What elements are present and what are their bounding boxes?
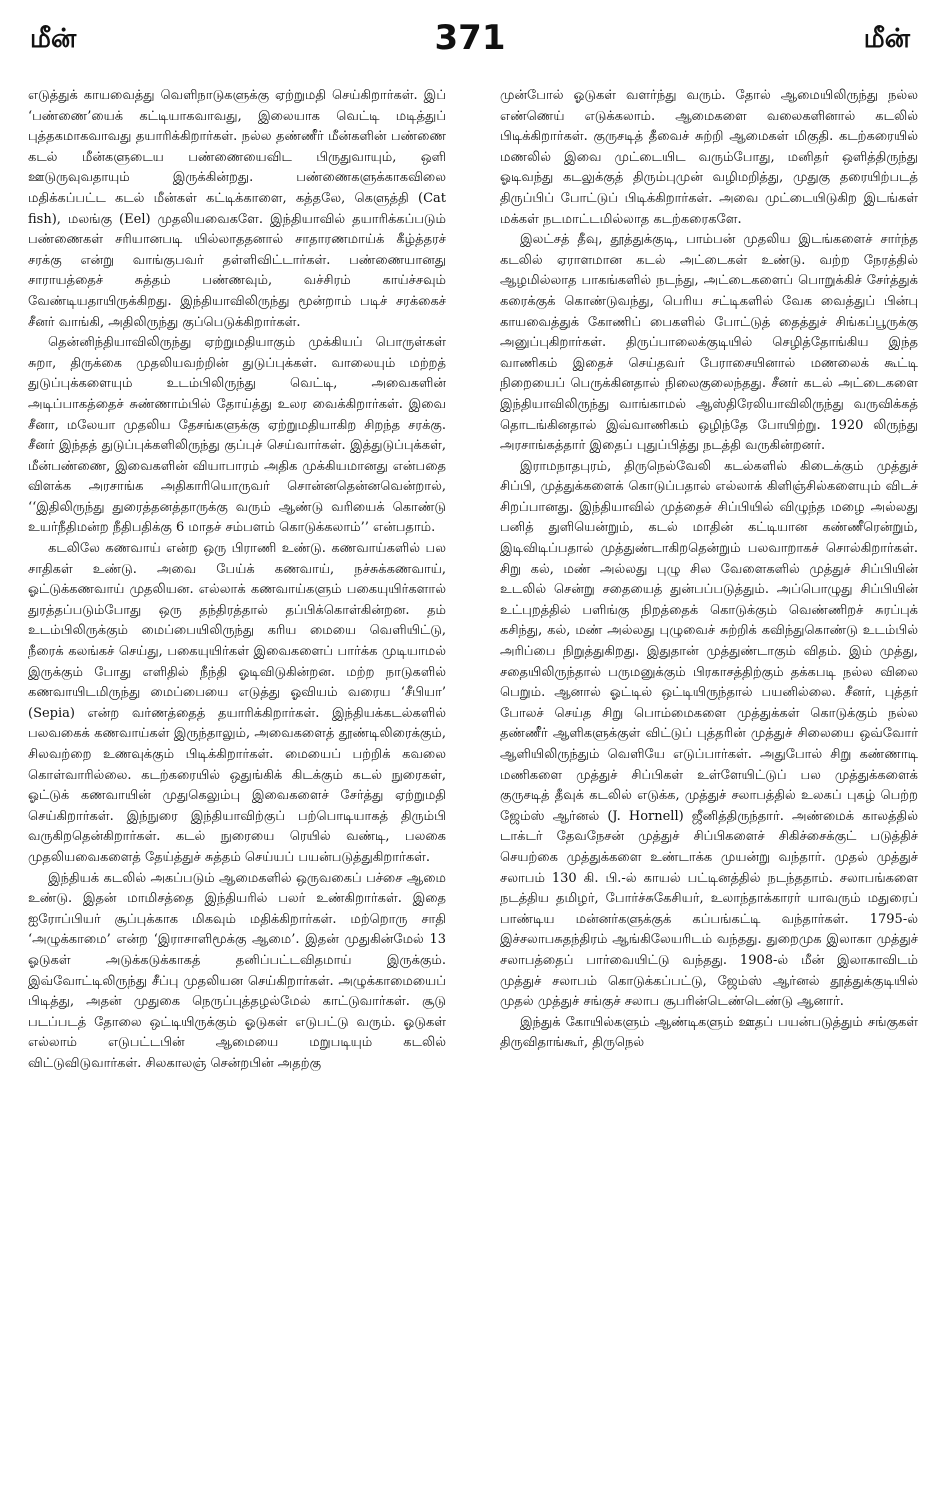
page-header	[0, 0, 940, 80]
header-right-word: மீன்	[863, 24, 910, 54]
left-paragraph-3: கடலிலே கணவாய் என்ற ஒரு பிராணி உண்டு. கணவாய்களில் பல சாதிகள் உண்டு. அவை பேய்க் கணவாய், நச்சுக்கணவாய், ஓட்டுக்கணவாய் முதலியன. எல்லாக் கணவாய்களும் பகையுயிர்களால் துரத்தப்படும்போது ஒரு தந்திரத்தால் தப்பிக்கொள்கின்றன. தம் உடம்பிலிருக்கும் மைப்பையிலிருந்து கரிய மையை வெளியிட்டு, நீரைக் கலங்கச் செய்து, பகையுயிர்கள் இவைகளைப் பார்க்க முடியாமல் இருக்கும் போது எளிதில் நீந்தி ஓடிவிடுகின்றன. மற்ற நாடுகளில் கணவாயிடமிருந்து மைப்பையை எடுத்து ஓவியம் வரைய ‘சீபியா’ (Sepia) என்ற வர்ணத்தைத் தயாரிக்கிறார்கள். இந்தியக்கடல்களில் பலவகைக் கணவாய்கள் இருந்தாலும், அவைகளைத் தூண்டிலிரைக்கும், சிலவற்றை உணவுக்கும் பிடிக்கிறார்கள். மையைப் பற்றிக் கவலை கொள்வாரில்லை. கடற்கரையில் ஒதுங்கிக் கிடக்கும் கடல் நுரைகள், ஓட்டுக் கணவாயின் முதுகெலும்பு இவைகளைச் சேர்த்து ஏற்றுமதி செய்கிறார்கள். இந்நுரை இந்தியாவிற்குப் பற்பொடியாகத் திரும்பி வருகிறதென்கிறார்கள். கடல் நுரையை ரெயில் வண்டி, பலகை முதலியவைகளைத் தேய்த்துச் சுத்தம் செய்யப் பயன்படுத்துகிறார்கள்.	[28, 541, 446, 865]
left-paragraph-1: எடுத்துக் காயவைத்து வெளிநாடுகளுக்கு ஏற்றுமதி செய்கிறார்கள். இப் ‘பண்ணை’யைக் கட்டியாகவாவது, இலையாக வெட்டி மடித்துப் புத்தகமாகவாவது தயாரிக்கிறார்கள். நல்ல தண்ணீர் மீன்களின் பண்ணை கடல் மீன்களுடைய பண்ணையைவிட பிருதுவாயும், ஒளி ஊடுருவுவதாயும் இருக்கின்றது. பண்ணைகளுக்காகவிலை மதிக்கப்பட்ட கடல் மீன்கள் கட்டிக்காளை, கத்தலே, கெளுத்தி (Cat fish), மலங்கு (Eel) முதலியவைகளே. இந்தியாவில் தயாரிக்கப்படும் பண்ணைகள் சரியானபடி யில்லாததனால் சாதாரணமாய்க் கீழ்த்தரச் சரக்கு என்று வாங்குபவர் தள்ளிவிட்டார்கள். பண்ணையானது சாராயத்தைச் சுத்தம் பண்ணவும், வச்சிரம் காய்ச்சவும் வேண்டியதாயிருக்கிறது. இந்தியாவிலிருந்து மூன்றாம் படிச் சரக்கைச் சீனர் வாங்கி, அதிலிருந்து குப்பெடுக்கிறார்கள்.	[28, 88, 446, 330]
left-column	[28, 86, 446, 1481]
right-paragraph-1: முன்போல் ஓடுகள் வளர்ந்து வரும். தோல் ஆமையிலிருந்து நல்ல எண்ணெய் எடுக்கலாம். ஆமைகளை வலைகளினால் கடலில் பிடிக்கிறார்கள். குருசடித் தீவைச் சுற்றி ஆமைகள் மிகுதி. கடற்கரையில் மணலில் இவை முட்டையிட வரும்போது, மனிதர் ஒளித்திருந்து ஓடிவந்து கடலுக்குத் திரும்புமுன் வழிமறித்து, முதுகு தரையிற்படத் திருப்பிப் போட்டுப் பிடிக்கிறார்கள். அவை முட்டையிடுகிற இடங்கள் மக்கள் நடமாட்டமில்லாத கடற்கரைகளே.	[500, 88, 918, 227]
right-paragraph-4: இந்துக் கோயில்களும் ஆண்டிகளும் ஊதப் பயன்படுத்தும் சங்குகள் திருவிதாங்கூர், திருநெல்	[500, 1014, 918, 1051]
left-paragraph-4: இந்தியக் கடலில் அகப்படும் ஆமைகளில் ஒருவகைப் பச்சை ஆமை உண்டு. இதன் மாமிசத்தை இந்தியரில் பலர் உண்கிறார்கள். இதை ஐரோப்பியர் சூப்புக்காக மிகவும் மதிக்கிறார்கள். மற்றொரு சாதி ‘அழுக்காமை’ என்ற ‘இராசாளிமூக்கு ஆமை’. இதன் முதுகின்மேல் 13 ஓடுகள் அடுக்கடுக்காகத் தனிப்பட்டவிதமாய் இருக்கும். இவ்வோட்டிலிருந்து சீப்பு முதலியன செய்கிறார்கள். அழுக்காமையைப் பிடித்து, அதன் முதுகை நெருப்புத்தழல்மேல் காட்டுவார்கள். சூடு படப்படத் தோலை ஒட்டியிருக்கும் ஓடுகள் எடுபட்டு வரும். ஓடுகள் எல்லாம் எடுபட்டபின் ஆமையை மறுபடியும் கடலில் விட்டுவிடுவார்கள். சிலகாலஞ் சென்றபின் அதற்கு	[28, 870, 446, 1071]
page-number: 371	[434, 18, 506, 58]
header-left-word: மீன்	[30, 24, 77, 54]
left-paragraph-2: தென்னிந்தியாவிலிருந்து ஏற்றுமதியாகும் முக்கியப் பொருள்கள் சுறா, திருக்கை முதலியவற்றின் துடுப்புக்கள். வாலையும் மற்றத் துடுப்புக்களையும் உடம்பிலிருந்து வெட்டி, அவைகளின் அடிப்பாகத்தைச் சுண்ணாம்பில் தோய்த்து உலர வைக்கிறார்கள். இவை சீனா, மலேயா முதலிய தேசங்களுக்கு ஏற்றுமதியாகிற சிறந்த சரக்கு. சீனர் இந்தத் துடுப்புக்களிலிருந்து குப்புச் செய்வார்கள். இத்துடுப்புக்கள், மீன்பண்ணை, இவைகளின் வியாபாரம் அதிக முக்கியமானது என்பதை விளக்க அரசாங்க அதிகாரியொருவர் சொன்னதென்னவென்றால், ‘‘இதிலிருந்து துரைத்தனத்தாருக்கு வரும் ஆண்டு வரியைக் கொண்டு உயர்நீதிமன்ற நீதிபதிக்கு 6 மாதச் சம்பளம் கொடுக்கலாம்’’ என்பதாம்.	[28, 335, 446, 536]
right-paragraph-2: இலட்சத் தீவு, தூத்துக்குடி, பாம்பன் முதலிய இடங்களைச் சார்ந்த கடலில் ஏராளமான கடல் அட்டைகள் உண்டு. வற்ற நேரத்தில் ஆழமில்லாத பாகங்களில் நடந்து, அட்டைகளைப் பொறுக்கிச் சேர்த்துக் கரைக்குக் கொண்டுவந்து, பெரிய சட்டிகளில் வேக வைத்துப் பின்பு காயவைத்துக் கோணிப் பைகளில் போட்டுத் தைத்துச் சிங்கப்பூருக்கு அனுப்புகிறார்கள். திருப்பாலைக்குடியில் செழித்தோங்கிய இந்த வாணிகம் இதைச் செய்தவர் பேராசையினால் மணலைக் கூட்டி நிறையைப் பெருக்கினதால் நிலைகுலைந்தது. சீனர் கடல் அட்டைகளை இந்தியாவிலிருந்து வாங்காமல் ஆஸ்திரேலியாவிலிருந்து வருவிக்கத் தொடங்கினதால் இவ்வாணிகம் ஒழிந்தே போயிற்று. 1920 லிருந்து அரசாங்கத்தார் இதைப் புதுப்பித்து நடத்தி வருகின்றனர்.	[500, 232, 918, 454]
right-column	[500, 86, 918, 1481]
right-paragraph-3: இராமநாதபுரம், திருநெல்வேலி கடல்களில் கிடைக்கும் முத்துச் சிப்பி, முத்துக்களைக் கொடுப்பதால் எல்லாக் கிளிஞ்சில்களையும் விடச் சிறப்பானது. இந்தியாவில் முத்தைச் சிப்பியில் விழுந்த மழை அல்லது பனித் துளியென்றும், கடல் மாதின் கட்டியான கண்ணீரென்றும், இடிவிடிப்பதால் முத்துண்டாகிறதென்றும் பலவாறாகச் சொல்கிறார்கள். சிறு கல், மண் அல்லது புழு சில வேளைகளில் முத்துச் சிப்பியின் உடலில் சென்று சதையைத் துன்பப்படுத்தும். அப்பொழுது சிப்பியின் உட்புறத்தில் பளிங்கு நிறத்தைக் கொடுக்கும் வெண்ணிறச் சுரப்புக் கசிந்து, கல், மண் அல்லது புழுவைச் சுற்றிக் கவிந்துகொண்டு உடம்பில் அரிப்பை நிறுத்துகிறது. இதுதான் முத்துண்டாகும் விதம். இம் முத்து, சதையிலிருந்தால் பருமனுக்கும் பிரகாசத்திற்கும் தக்கபடி நல்ல விலை பெறும். ஆனால் ஓட்டில் ஒட்டியிருந்தால் பயனில்லை. சீனர், புத்தர் போலச் செய்த சிறு பொம்மைகளை முத்துக்கள் கொடுக்கும் நல்ல தண்ணீர் ஆளிகளுக்குள் விட்டுப் புத்தரின் முத்துச் சிலையை ஒவ்வோர் ஆளியிலிருந்தும் வெளியே எடுப்பார்கள். அதுபோல் சிறு கண்ணாடி மணிகளை முத்துச் சிப்பிகள் உள்ளேயிட்டுப் பல முத்துக்களைக் குருசடித் தீவுக் கடலில் எடுக்க, முத்துச் சலாபத்தில் உலகப் புகழ் பெற்ற ஜேம்ஸ் ஆர்னல் (J. Hornell) ஜீனித்திருந்தார். அண்மைக் காலத்தில் டாக்டர் தேவநேசன் முத்துச் சிப்பிகளைச் சிகிச்சைக்குட் படுத்திச் செயற்கை முத்துக்களை உண்டாக்க முயன்று வந்தார். முதல் முத்துச் சலாபம் 130 கி. பி.-ல் காயல் பட்டினத்தில் நடந்ததாம். சலாபங்களை நடத்திய தமிழர், போர்ச்சுகேசியர், உலாந்தாக்காரர் யாவரும் மதுரைப் பாண்டிய மன்னர்களுக்குக் கப்பங்கட்டி வந்தார்கள். 1795-ல் இச்சலாபசுதந்திரம் ஆங்கிலேயரிடம் வந்தது. துறைமுக இலாகா முத்துச் சலாபத்தைப் பார்வையிட்டு வந்தது. 1908-ல் மீன் இலாகாவிடம் முத்துச் சலாபம் கொடுக்கப்பட்டு, ஜேம்ஸ் ஆர்னல் தூத்துக்குடியில் முதல் முத்துச் சங்குச் சலாப சூபரின்டெண்டெண்டு ஆனார்.	[500, 458, 918, 1010]
